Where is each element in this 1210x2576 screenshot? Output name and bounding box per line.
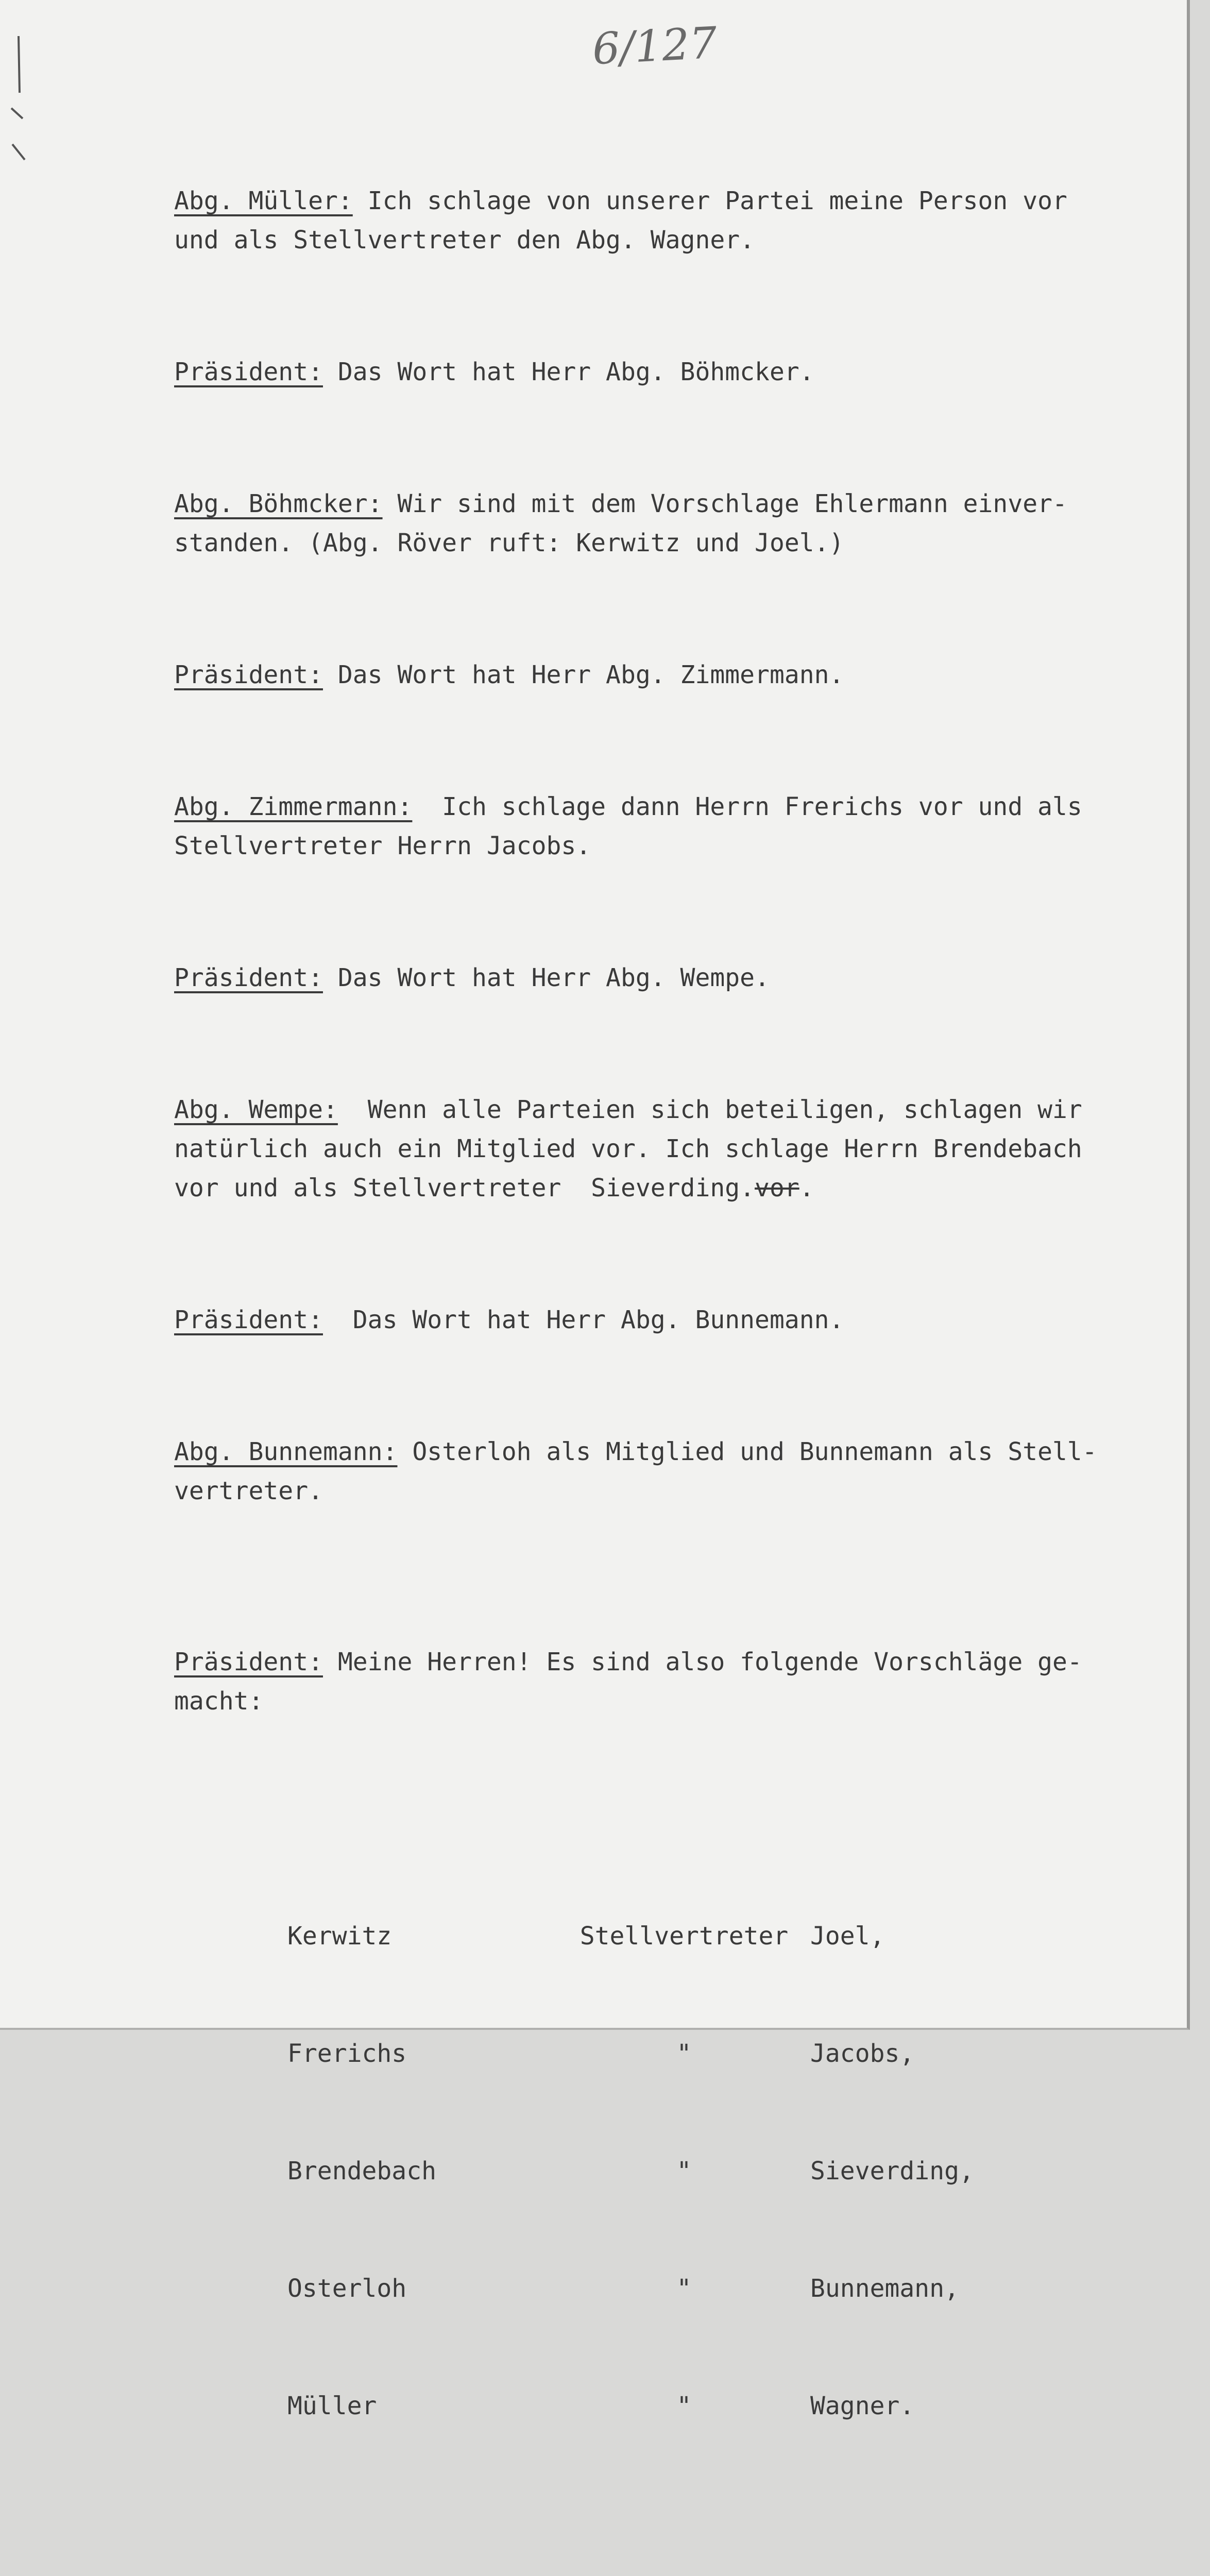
member-name: Kerwitz [287,1922,392,1951]
speaker-label: Abg. Wempe: [174,1095,338,1124]
list-item [287,1917,1168,1956]
speech-text: Ich schlage von unserer Partei meine Person vor und als Stellvertreter den Abg. Wagner. [174,187,1067,255]
page-number: 6/127 [591,17,719,75]
speaker-label: Präsident: [174,358,323,386]
member-name: Osterloh [287,2274,407,2303]
speaker-label: Abg. Müller: [174,187,353,215]
paragraph [174,1300,1168,1340]
list-item [287,2034,1168,2073]
member-name: Frerichs [287,2039,407,2068]
member-name: Müller [287,2392,377,2420]
member-list [287,1838,1168,2504]
paragraph [174,1432,1168,1511]
deputy-name: Joel, [810,1922,885,1951]
deputy-name: Sieverding, [810,2157,974,2185]
paragraph [174,181,1168,260]
speech-text: Das Wort hat Herr Abg. Böhmcker. [322,358,814,386]
transcript-body [174,103,1168,2576]
speaker-label: Präsident: [174,1306,323,1334]
paragraph [174,352,1168,392]
paragraph [174,655,1168,694]
speaker-label: Präsident: [174,660,323,689]
paragraph: Abg. Wempe: Wenn alle Parteien sich beteiligen, schlagen wir natürlich auch ein Mitglied vor. Ich schlage Herrn Brendebach vor und als Stellvertreter Sieverding.vor. [174,1095,1082,1202]
deputy-name: Jacobs, [810,2039,915,2068]
list-item [287,2151,1168,2191]
paragraph [174,958,1168,997]
member-name: Brendebach [287,2157,436,2185]
speaker-label: Abg. Bunnemann: [174,1437,398,1466]
member-role: " [676,2274,692,2303]
list-item [287,2386,1168,2426]
speech-text: Das Wort hat Herr Abg. Wempe. [322,963,770,992]
speech-text: Wenn alle Parteien sich beteiligen, schlagen wir natürlich auch ein Mitglied vor. Ich schlage Herrn Brendebach vor und als Stellvertreter Sieverding. [174,1095,1082,1202]
speaker-label: Präsident: [174,1648,323,1676]
speech-text: Das Wort hat Herr Abg. Bunnemann. [322,1306,844,1334]
speech-text: Meine Herren! Es sind also folgende Vorschläge ge- macht: [174,1648,1082,1716]
speech-text: Das Wort hat Herr Abg. Zimmermann. [322,660,844,689]
member-role: " [676,2157,692,2185]
paragraph [174,484,1168,563]
margin-ink-mark [7,31,28,165]
speaker-label: Abg. Zimmermann: [174,792,413,821]
member-role: " [676,2039,692,2068]
speech-text: Ich schlage dann Herrn Frerichs vor und als Stellvertreter Herrn Jacobs. [174,792,1082,860]
speaker-label: Präsident: [174,963,323,992]
speech-text: Wir sind mit dem Vorschlage Ehlermann einver- standen. (Abg. Röver ruft: Kerwitz und Joel.) [174,489,1067,557]
deputy-name: Bunnemann, [810,2274,959,2303]
speaker-label: Abg. Böhmcker: [174,489,383,518]
member-role: " [676,2392,692,2420]
proposal-intro [174,1642,1168,1721]
member-role: Stellvertreter [580,1922,789,1951]
paragraph [174,787,1168,866]
struck-word: vor [755,1174,799,1202]
speech-text: Osterloh als Mitglied und Bunnemann als Stell- vertreter. [174,1437,1097,1505]
list-item [287,2269,1168,2308]
deputy-name: Wagner. [810,2392,915,2420]
